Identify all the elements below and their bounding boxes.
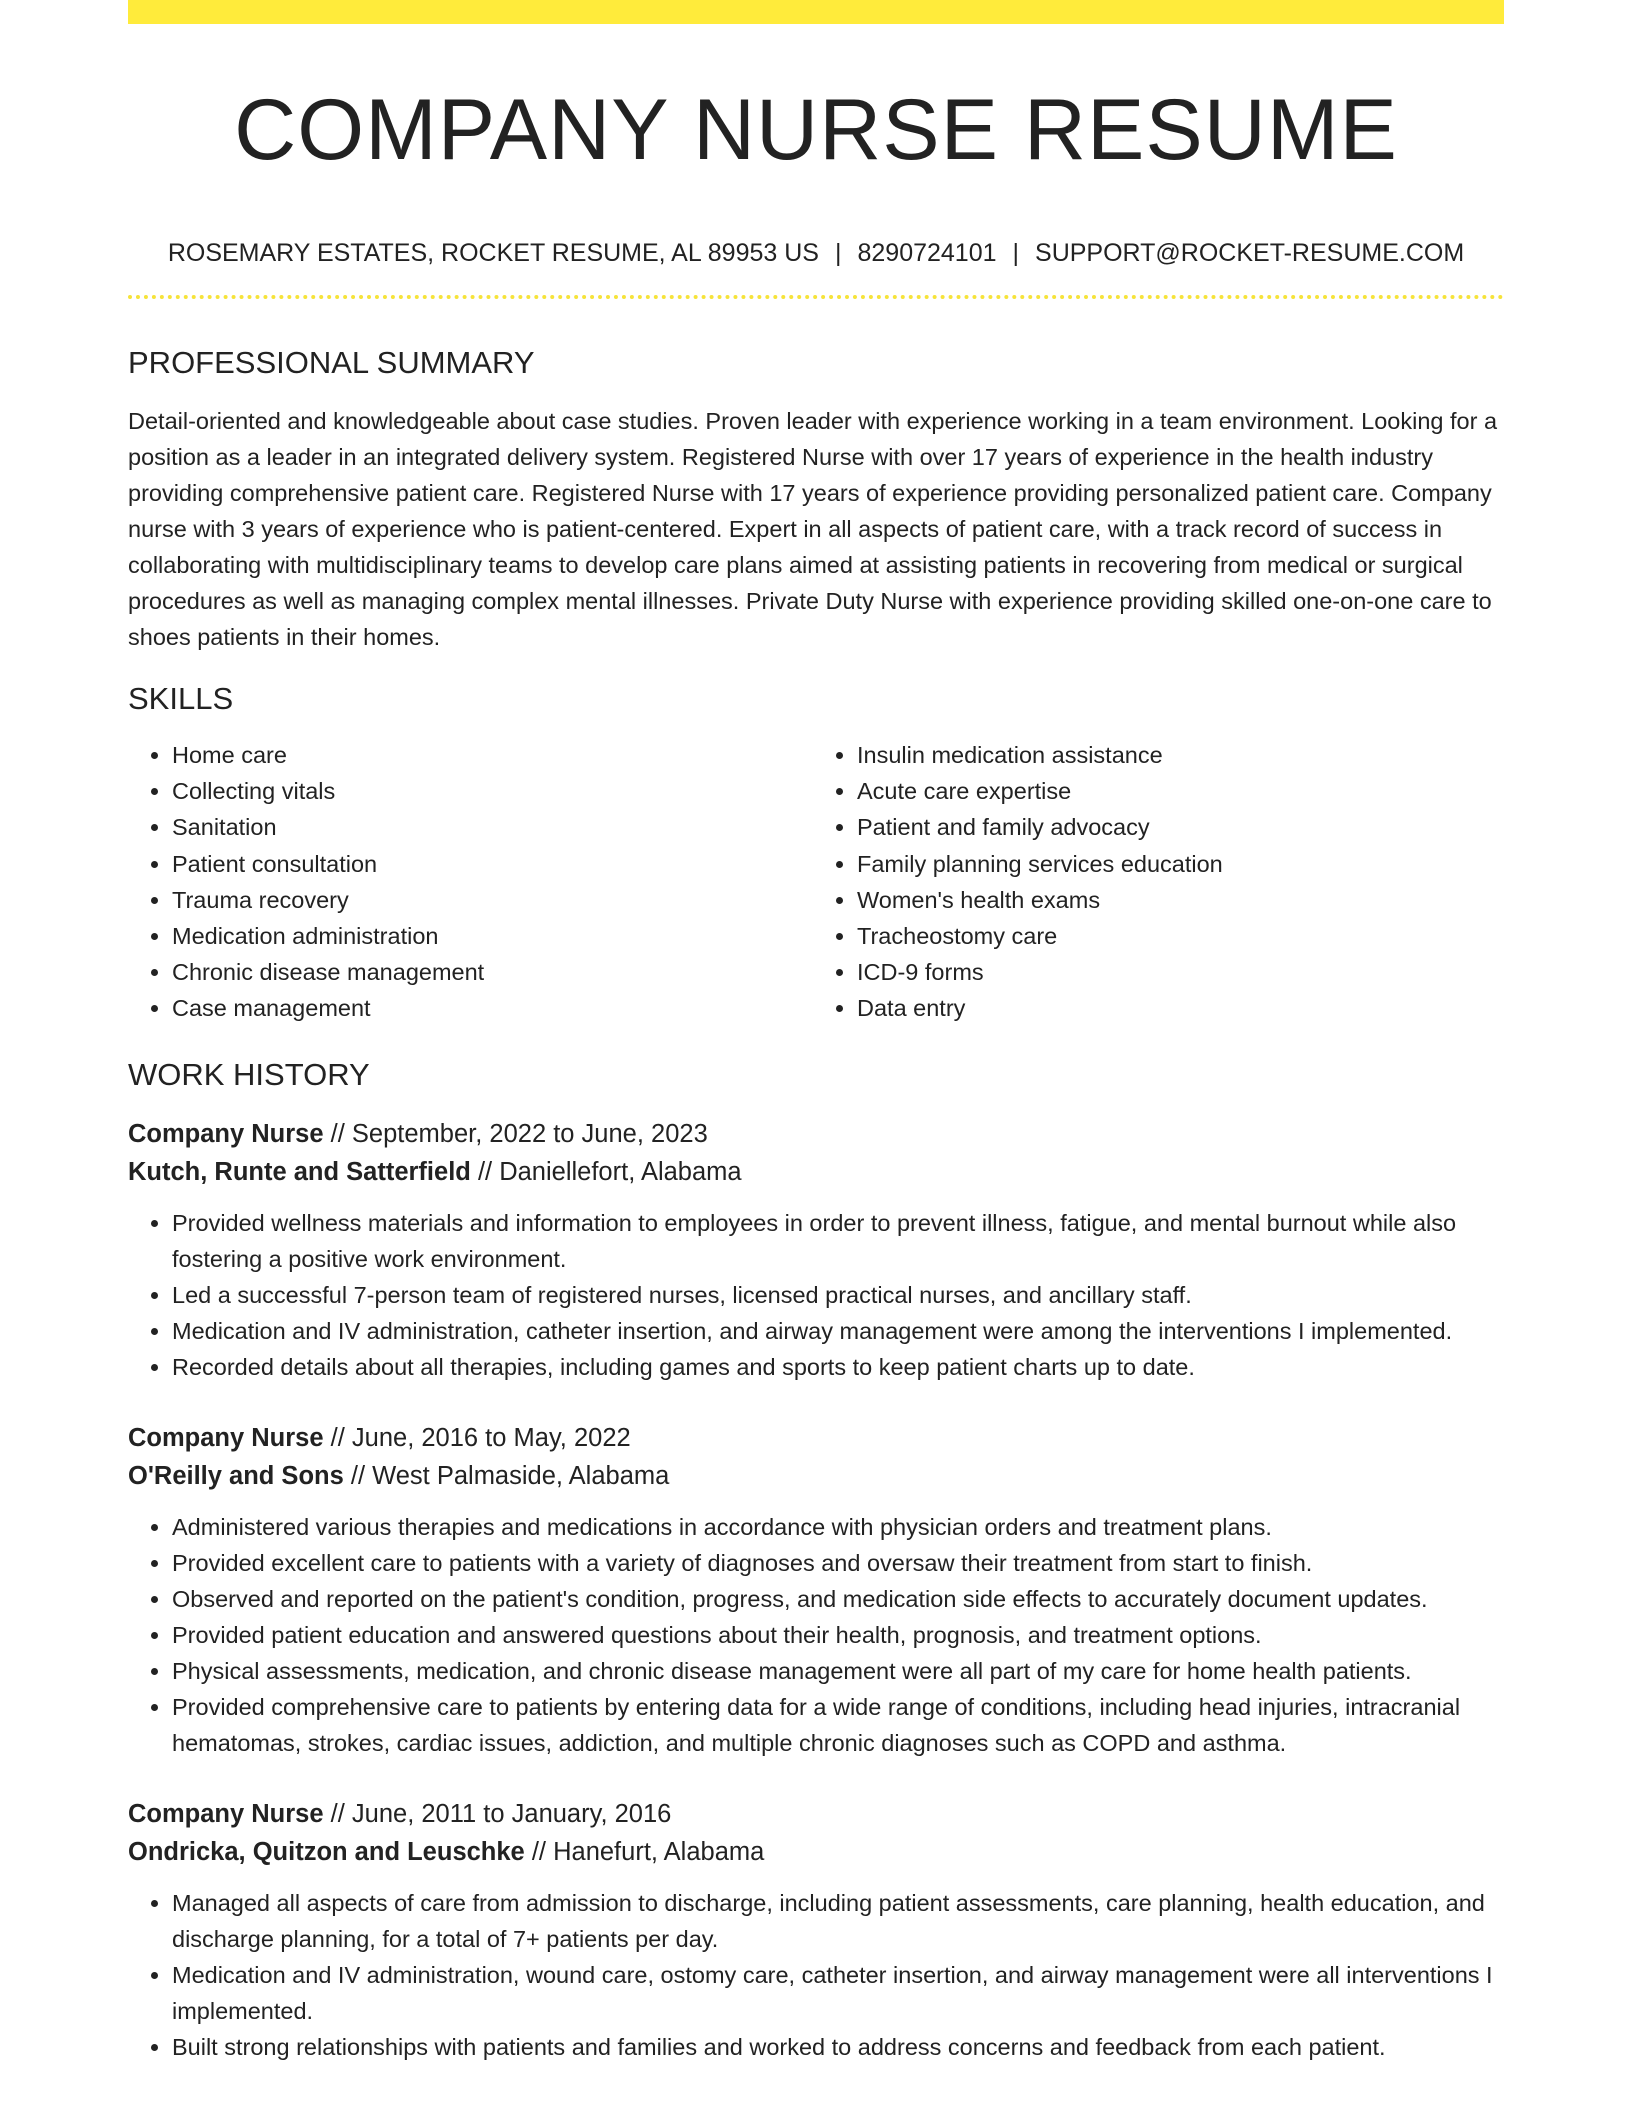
contact-line bbox=[128, 238, 1504, 268]
work-history-heading: WORK HISTORY bbox=[128, 1056, 370, 1092]
job-role: Company Nurse bbox=[128, 1799, 324, 1828]
skill-item: • Acute care expertise bbox=[857, 773, 1491, 809]
job-bullets bbox=[128, 1885, 1504, 2065]
job-company-line bbox=[128, 1153, 1504, 1191]
resume-title: COMPANY NURSE RESUME bbox=[234, 82, 1398, 178]
job-role-line bbox=[128, 1115, 1504, 1153]
skill-item: • Tracheostomy care bbox=[857, 918, 1491, 954]
job-company: O'Reilly and Sons bbox=[128, 1461, 344, 1490]
work-history-section bbox=[128, 1057, 1504, 2065]
job-bullet: • Led a successful 7-person team of registered nurses, licensed practical nurses, and ancillary staff. bbox=[172, 1277, 1504, 1313]
skills-columns bbox=[128, 737, 1504, 1027]
job-entry bbox=[128, 1795, 1504, 2065]
job-bullet: • Provided comprehensive care to patients by entering data for a wide range of conditions, including head injuries, intracranial hematomas, strokes, cardiac issues, addiction, and multiple chronic diagnoses such as COPD and asthma. bbox=[172, 1689, 1504, 1761]
job-company: Ondricka, Quitzon and Leuschke bbox=[128, 1837, 525, 1866]
contact-email: SUPPORT@ROCKET-RESUME.COM bbox=[1035, 239, 1465, 267]
job-role-line bbox=[128, 1419, 1504, 1457]
skill-item: • Collecting vitals bbox=[172, 773, 806, 809]
job-location: // Hanefurt, Alabama bbox=[531, 1837, 765, 1866]
contact-separator: | bbox=[1012, 239, 1020, 267]
contact-address: ROSEMARY ESTATES, ROCKET RESUME, AL 89953 US bbox=[167, 239, 819, 267]
resume-content bbox=[128, 0, 1504, 2065]
contact-phone: 8290724101 bbox=[857, 239, 997, 267]
skills-section bbox=[128, 681, 1504, 1027]
skill-item: • Medication administration bbox=[172, 918, 806, 954]
job-role-line bbox=[128, 1795, 1504, 1833]
job-company: Kutch, Runte and Satterfield bbox=[128, 1157, 471, 1186]
job-bullet: • Medication and IV administration, wound care, ostomy care, catheter insertion, and airway management were all interventions I implemented. bbox=[172, 1957, 1504, 2029]
skill-item: • ICD-9 forms bbox=[857, 954, 1491, 990]
skills-heading: SKILLS bbox=[128, 681, 234, 716]
skills-list-left bbox=[128, 737, 806, 1027]
job-entry bbox=[128, 1419, 1504, 1761]
job-bullet: • Physical assessments, medication, and chronic disease management were all part of my care for home health patients. bbox=[172, 1653, 1504, 1689]
contact-separator: | bbox=[834, 239, 842, 267]
job-bullet: • Administered various therapies and medications in accordance with physician orders and treatment plans. bbox=[172, 1509, 1504, 1545]
job-location: // Daniellefort, Alabama bbox=[477, 1157, 742, 1186]
job-bullets bbox=[128, 1205, 1504, 1385]
summary-text: Detail-oriented and knowledgeable about case studies. Proven leader with experience working in a team environment. Looking for a position as a leader in an integrated delivery system. Registered Nurse with over 17 years of experience in the health industry providing comprehensive patient care. Registered Nurse with 17 years of experience providing personalized patient care. Company nurse with 3 years of experience who is patient-centered. Expert in all aspects of patient care, with a track record of success in collaborating with multidisciplinary teams to develop care plans aimed at assisting patients in recovering from medical or surgical procedures as well as managing complex mental illnesses. Private Duty Nurse with experience providing skilled one-on-one care to shoes patients in their homes. bbox=[128, 408, 1498, 650]
job-location: // West Palmaside, Alabama bbox=[350, 1461, 670, 1490]
dotted-divider bbox=[128, 295, 1504, 299]
job-role: Company Nurse bbox=[128, 1119, 324, 1148]
job-bullet: • Observed and reported on the patient's condition, progress, and medication side effects to accurately document updates. bbox=[172, 1581, 1504, 1617]
skill-item: • Trauma recovery bbox=[172, 882, 806, 918]
job-company-line bbox=[128, 1833, 1504, 1871]
skill-item: • Family planning services education bbox=[857, 846, 1491, 882]
job-dates: // June, 2016 to May, 2022 bbox=[330, 1423, 631, 1452]
skill-item: • Case management bbox=[172, 990, 806, 1026]
job-bullet: • Recorded details about all therapies, including games and sports to keep patient charts up to date. bbox=[172, 1349, 1504, 1385]
job-bullets bbox=[128, 1509, 1504, 1761]
skill-item: • Patient consultation bbox=[172, 846, 806, 882]
skills-list-right bbox=[806, 737, 1491, 1027]
skill-item: • Chronic disease management bbox=[172, 954, 806, 990]
job-dates: // September, 2022 to June, 2023 bbox=[330, 1119, 708, 1148]
job-bullet: • Provided patient education and answered questions about their health, prognosis, and treatment options. bbox=[172, 1617, 1504, 1653]
summary-heading: PROFESSIONAL SUMMARY bbox=[128, 345, 535, 380]
job-bullet: • Medication and IV administration, catheter insertion, and airway management were among the interventions I implemented. bbox=[172, 1313, 1504, 1349]
job-bullet: • Built strong relationships with patients and families and worked to address concerns and feedback from each patient. bbox=[172, 2029, 1504, 2065]
skill-item: • Patient and family advocacy bbox=[857, 809, 1491, 845]
job-bullet: • Managed all aspects of care from admission to discharge, including patient assessments, care planning, health education, and discharge planning, for a total of 7+ patients per day. bbox=[172, 1885, 1504, 1957]
skill-item: • Insulin medication assistance bbox=[857, 737, 1491, 773]
skill-item: • Sanitation bbox=[172, 809, 806, 845]
job-role: Company Nurse bbox=[128, 1423, 324, 1452]
job-bullet: • Provided excellent care to patients with a variety of diagnoses and oversaw their treatment from start to finish. bbox=[172, 1545, 1504, 1581]
summary-section bbox=[128, 345, 1504, 655]
skill-item: • Home care bbox=[172, 737, 806, 773]
skill-item: • Women's health exams bbox=[857, 882, 1491, 918]
job-entry bbox=[128, 1115, 1504, 1385]
job-bullet: • Provided wellness materials and information to employees in order to prevent illness, fatigue, and mental burnout while also fostering a positive work environment. bbox=[172, 1205, 1504, 1277]
job-company-line bbox=[128, 1457, 1504, 1495]
skill-item: • Data entry bbox=[857, 990, 1491, 1026]
job-dates: // June, 2011 to January, 2016 bbox=[330, 1799, 672, 1828]
